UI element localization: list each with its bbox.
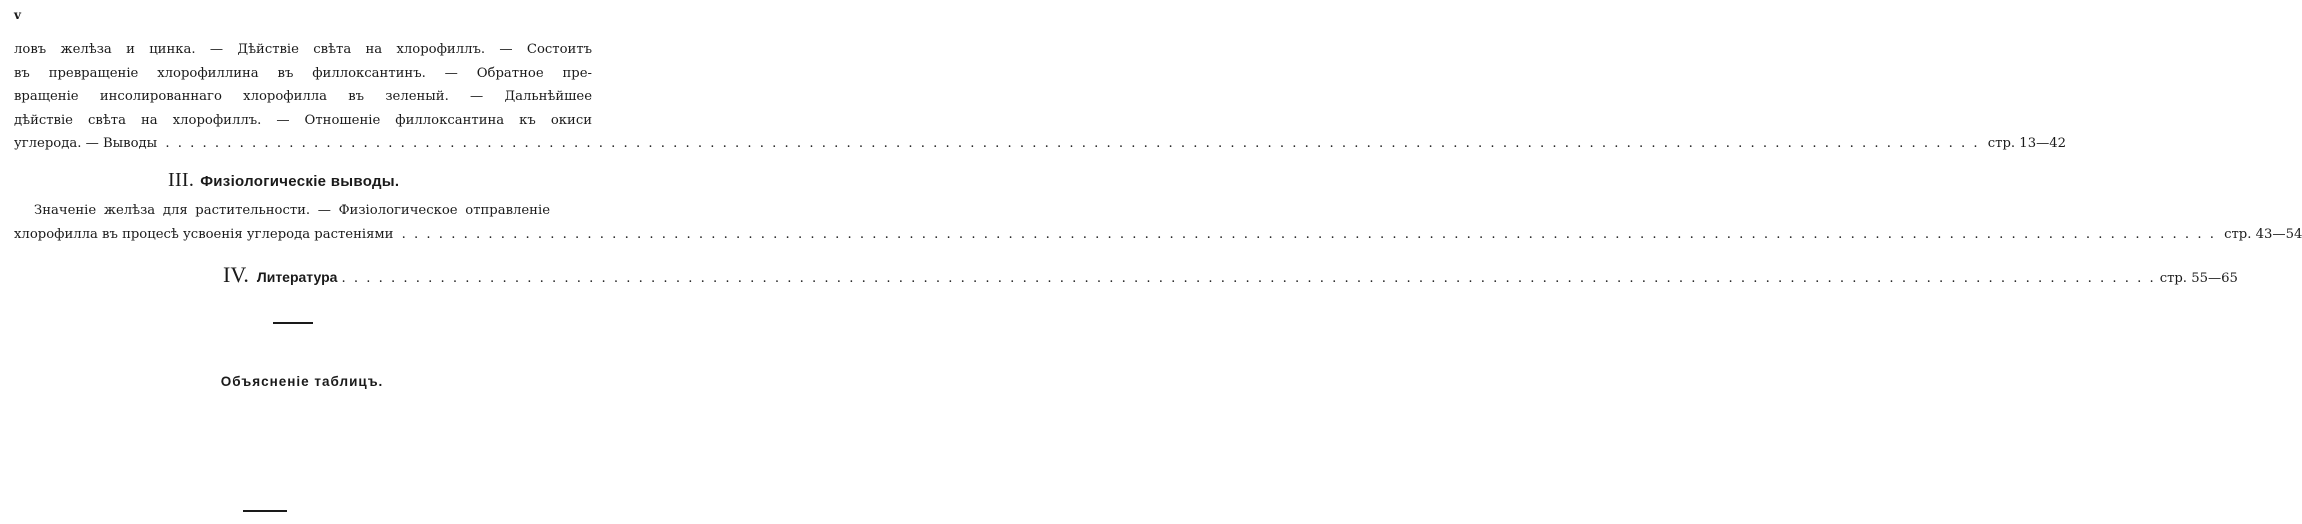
divider-rule (273, 322, 313, 324)
dot-leader (341, 271, 2155, 286)
toc-entry-row (14, 132, 2067, 156)
section-4-entry (223, 262, 2238, 288)
toc-entry-row (14, 223, 2302, 247)
text-line: дѣйствіе свѣта на хлорофиллъ. — Отношеніе филлоксантина къ окиси (14, 112, 592, 128)
section-number: III. (168, 169, 195, 191)
divider-rule (243, 510, 287, 512)
section-title: Литература (256, 269, 338, 285)
page-range: стр. 55—65 (2159, 271, 2238, 286)
section-3-heading (168, 169, 399, 192)
section-title: Физіологическіе выводы. (200, 173, 400, 190)
text-line: ловъ желѣза и цинка. — Дѣйствіе свѣта на хлорофиллъ. — Состоитъ (14, 42, 592, 57)
text-line: вращеніе инсолированнаго хлорофилла въ зеленый. — Дальнѣйшее (14, 89, 592, 104)
tables-heading: Объясненіе таблицъ. (220, 374, 384, 389)
text-line: углерода. — Выводы (14, 136, 158, 151)
page-range: стр. 43—54 (2224, 226, 2302, 242)
page-marker: v (14, 8, 21, 22)
text-line: хлорофилла въ процесѣ усвоенія углерода растеніями (14, 226, 394, 242)
dot-leader (402, 227, 2216, 242)
section-3-body (14, 199, 2302, 246)
page-range: стр. 13—42 (1987, 136, 2067, 151)
dot-leader (165, 136, 1979, 151)
section-2-continuation (14, 38, 2067, 156)
text-line: Значеніе желѣза для растительности. — Физіологическое отправленіе (34, 203, 550, 218)
section-number: IV. (223, 262, 249, 287)
text-line: въ превращеніе хлорофиллина въ филлоксантинъ. — Обратное пре- (14, 65, 592, 81)
